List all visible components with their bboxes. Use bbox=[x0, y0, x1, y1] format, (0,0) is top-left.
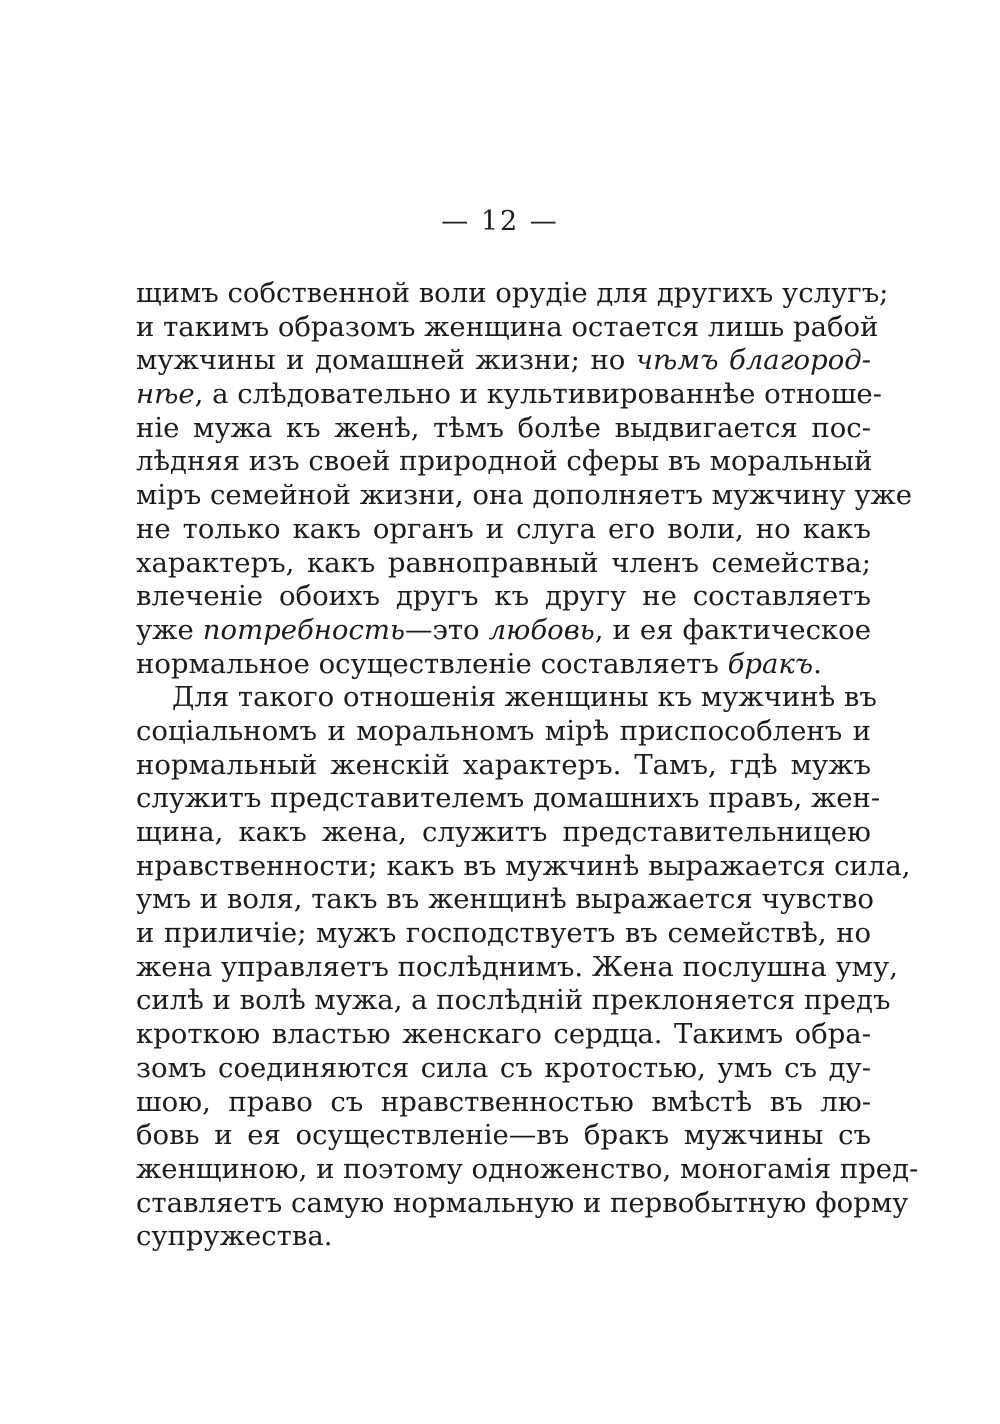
text-line bbox=[136, 1018, 871, 1052]
text-line bbox=[136, 513, 871, 547]
text-line bbox=[136, 849, 911, 884]
text-segment: кроткою властью женскаго сердца. Такимъ обра- bbox=[136, 1018, 871, 1051]
text-segment: характеръ, какъ равноправный членъ семейства; bbox=[136, 546, 871, 579]
italic-phrase: нѣе bbox=[136, 378, 195, 411]
text-segment: щимъ собственной воли орудіе для другихъ услугъ; bbox=[136, 277, 889, 309]
text-line bbox=[136, 277, 889, 311]
text-segment: служитъ представителемъ домашнихъ правъ, жен- bbox=[136, 782, 881, 815]
text-line bbox=[136, 782, 881, 816]
text-segment: . bbox=[813, 647, 822, 680]
text-segment: нравственности; какъ въ мужчинѣ выражается сила, bbox=[136, 849, 911, 882]
text-segment: ставляетъ самую нормальную и первобытную форму bbox=[136, 1186, 909, 1219]
italic-phrase: потребность bbox=[202, 613, 405, 646]
text-segment: нормальное осуществленіе составляетъ bbox=[136, 647, 728, 680]
text-segment: женщиною, и поэтому одноженство, моногамія пред- bbox=[136, 1152, 919, 1185]
text-segment: и такимъ образомъ женщина остается лишь рабой bbox=[136, 310, 879, 343]
text-segment: , и ея фактическое bbox=[594, 613, 871, 646]
text-line bbox=[136, 1086, 871, 1120]
paragraph bbox=[136, 681, 919, 1254]
text-segment: и приличіе; мужъ господствуетъ въ семействѣ, но bbox=[136, 917, 871, 950]
text-segment: супружества. bbox=[136, 1220, 333, 1253]
text-segment: Для такого отношенія женщины къ мужчинѣ въ bbox=[172, 681, 877, 714]
body-text bbox=[136, 277, 919, 1254]
italic-phrase: чѣмъ благород- bbox=[635, 344, 871, 377]
text-segment: нормальный женскій характеръ. Тамъ, гдѣ мужъ bbox=[136, 748, 871, 781]
text-segment: , а слѣдовательно и культивированнѣе отноше- bbox=[194, 378, 882, 411]
text-line bbox=[136, 950, 898, 985]
italic-phrase: любовь bbox=[488, 613, 595, 646]
italic-phrase: бракъ bbox=[727, 647, 814, 680]
text-line bbox=[136, 648, 871, 682]
text-segment: щина, какъ жена, служитъ представительницею bbox=[136, 816, 871, 848]
text-line bbox=[136, 1052, 871, 1086]
text-line bbox=[136, 580, 871, 614]
text-segment: соціальномъ и моральномъ мірѣ приспособленъ и bbox=[136, 714, 871, 747]
text-line bbox=[136, 479, 913, 513]
text-segment: жена управляетъ послѣднимъ. Жена послушна уму, bbox=[136, 950, 898, 983]
text-segment: міръ семейной жизни, она дополняетъ мужчину уже bbox=[136, 479, 913, 512]
text-line bbox=[136, 344, 871, 378]
text-line bbox=[136, 378, 882, 412]
text-line bbox=[136, 984, 891, 1018]
paragraph bbox=[136, 277, 913, 681]
text-segment: ніе мужа къ женѣ, тѣмъ болѣе выдвигается пос- bbox=[136, 411, 871, 444]
text-line bbox=[136, 1119, 871, 1153]
text-line bbox=[136, 749, 871, 783]
text-line bbox=[136, 614, 871, 648]
page-number: — 12 — bbox=[441, 206, 559, 237]
text-line bbox=[136, 883, 874, 917]
text-line bbox=[136, 715, 871, 749]
text-segment: лѣдняя изъ своей природной сферы въ моральный bbox=[136, 445, 873, 478]
text-segment: умъ и воля, такъ въ женщинѣ выражается чувство bbox=[136, 883, 874, 916]
text-segment: зомъ соединяются сила съ кротостью, умъ съ ду- bbox=[136, 1051, 871, 1084]
text-line bbox=[136, 917, 871, 951]
text-segment: влеченіе обоихъ другъ къ другу не составляетъ bbox=[136, 580, 871, 613]
text-line bbox=[136, 681, 877, 715]
text-line bbox=[136, 547, 871, 581]
text-line bbox=[136, 1186, 909, 1221]
text-segment: мужчины и домашней жизни; но bbox=[136, 344, 636, 377]
text-segment: —это bbox=[404, 613, 489, 646]
text-line bbox=[136, 310, 879, 345]
text-segment: уже bbox=[136, 613, 203, 646]
text-line bbox=[136, 816, 871, 850]
text-segment: силѣ и волѣ мужа, а послѣдній преклоняется предъ bbox=[136, 984, 891, 1017]
text-line bbox=[136, 445, 871, 479]
text-segment: не только какъ органъ и слуга его воли, но какъ bbox=[136, 512, 871, 545]
text-line bbox=[136, 412, 871, 446]
text-segment: шою, право съ нравственностью вмѣстѣ въ лю- bbox=[136, 1085, 871, 1118]
text-line bbox=[136, 1152, 919, 1187]
text-segment: бовь и ея осуществленіе—въ бракъ мужчины съ bbox=[136, 1119, 871, 1152]
text-line bbox=[136, 1220, 871, 1254]
